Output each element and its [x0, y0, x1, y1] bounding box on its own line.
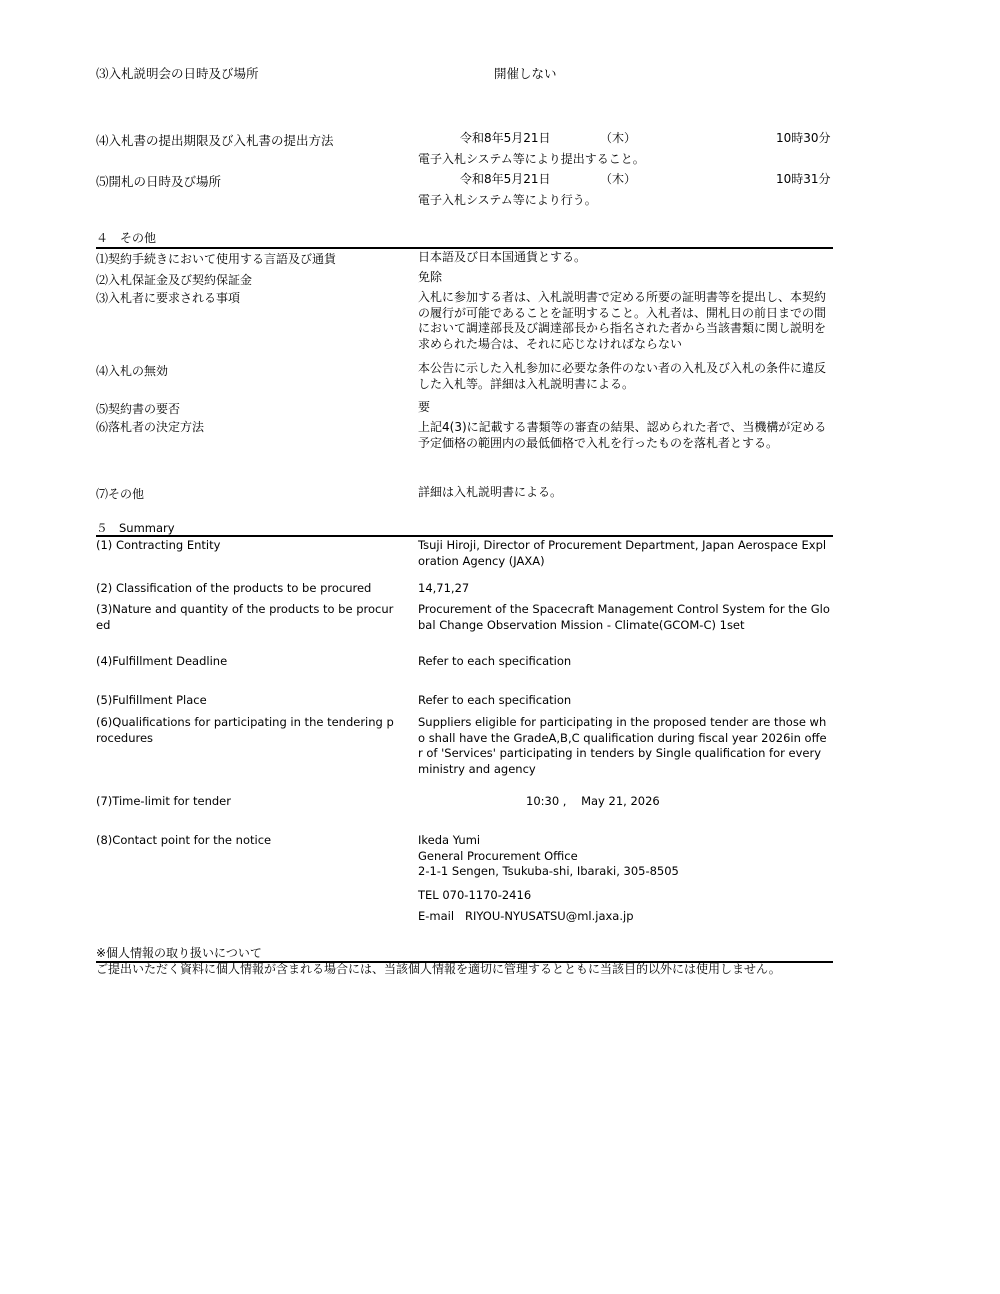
item5-time: 10時31分 — [776, 172, 831, 186]
contact-name: Ikeda Yumi — [418, 833, 481, 847]
contact-address: 2-1-1 Sengen, Tsukuba-shi, Ibaraki, 305-8505 — [418, 864, 679, 878]
item5-date: 令和8年5月21日 — [460, 172, 551, 186]
sec4-row6-value: 上記4(3)に記載する書類等の審査の結果、認められた者で、当機構が定める予定価格の範囲内の最低価格で入札を行ったものを落札者とする。 — [418, 420, 827, 450]
sum-row5-label: (5)Fulfillment Place — [96, 693, 207, 707]
item4-time: 10時30分 — [776, 131, 831, 145]
section5-rule — [96, 535, 833, 537]
sec4-row6-label: ⑹落札者の決定方法 — [96, 420, 205, 434]
item3-label: ⑶入札説明会の日時及び場所 — [96, 66, 259, 81]
sec4-row7-value: 詳細は入札説明書による。 — [418, 485, 563, 499]
sec4-row1-value: 日本語及び日本国通貨とする。 — [418, 250, 587, 264]
sum-row3-value: Procurement of the Spacecraft Management Control System for the Global Change Observation Mission - Climate(GCOM-C) 1set — [418, 602, 830, 632]
item5-day: （木） — [600, 172, 637, 186]
sum-row2-label: (2) Classification of the products to be procured — [96, 581, 372, 595]
sec4-row4-label: ⑷入札の無効 — [96, 364, 169, 378]
sum-row2-value: 14,71,27 — [418, 581, 470, 595]
item5-label: ⑸開札の日時及び場所 — [96, 174, 222, 189]
sum-row1-label: (1) Contracting Entity — [96, 538, 221, 552]
sum-row1-value: Tsuji Hiroji, Director of Procurement Department, Japan Aerospace Exploration Agency (JAXA) — [418, 538, 827, 568]
sec4-row5-value: 要 — [418, 400, 431, 414]
contact-tel: TEL 070-1170-2416 — [418, 888, 532, 902]
sum-row6-value: Suppliers eligible for participating in the proposed tender are those who shall have the GradeA,B,C qualification during fiscal year 2026in offer of 'Services' participating in tenders by Single qualification for every ministry and agency — [418, 715, 827, 776]
item4-label: ⑷入札書の提出期限及び入札書の提出方法 — [96, 133, 334, 148]
section5-heading: ５ Summary — [96, 521, 175, 535]
privacy-text: ご提出いただく資料に個人情報が含まれる場合には、当該個人情報を適切に管理するとともに当該目的以外には使用しません。 — [96, 962, 781, 976]
sec4-row3-label: ⑶入札者に要求される事項 — [96, 291, 241, 305]
sum-row4-value: Refer to each specification — [418, 654, 572, 668]
sec4-row4-value: 本公告に示した入札参加に必要な条件のない者の入札及び入札の条件に違反した入札等。詳細は入札説明書による。 — [418, 361, 827, 391]
section4-heading: ４ その他 — [96, 231, 157, 245]
sec4-row7-label: ⑺その他 — [96, 487, 145, 501]
sum-row8-label: (8)Contact point for the notice — [96, 833, 272, 847]
privacy-heading: ※個人情報の取り扱いについて — [96, 946, 262, 960]
item4-method: 電子入札システム等により提出すること。 — [418, 152, 645, 166]
item4-date: 令和8年5月21日 — [460, 131, 551, 145]
sec4-row5-label: ⑸契約書の要否 — [96, 402, 181, 416]
sum-row3-label: (3)Nature and quantity of the products to be procured — [96, 602, 394, 632]
section4-rule — [96, 247, 833, 249]
sec4-row2-label: ⑵入札保証金及び契約保証金 — [96, 273, 253, 287]
sum-row6-label: (6)Qualifications for participating in the tendering procedures — [96, 715, 394, 745]
sum-row7-value: 10:30 , May 21, 2026 — [526, 794, 660, 808]
sum-row7-label: (7)Time-limit for tender — [96, 794, 231, 808]
sec4-row2-value: 免除 — [418, 270, 443, 284]
item5-method: 電子入札システム等により行う。 — [418, 193, 597, 207]
contact-office: General Procurement Office — [418, 849, 578, 863]
sum-row4-label: (4)Fulfillment Deadline — [96, 654, 228, 668]
contact-email[interactable]: E-mail RIYOU-NYUSATSU@ml.jaxa.jp — [418, 909, 634, 923]
item4-day: （木） — [600, 131, 637, 145]
sec4-row1-label: ⑴契約手続きにおいて使用する言語及び通貨 — [96, 252, 337, 266]
sum-row5-value: Refer to each specification — [418, 693, 572, 707]
item3-value: 開催しない — [494, 66, 557, 81]
sec4-row3-value: 入札に参加する者は、入札説明書で定める所要の証明書等を提出し、本契約の履行が可能であることを証明すること。入札者は、開札日の前日までの間において調達部長及び調達部長から指名された者から当該書類に関し説明を求められた場合は、それに応じなければならない — [418, 290, 827, 351]
